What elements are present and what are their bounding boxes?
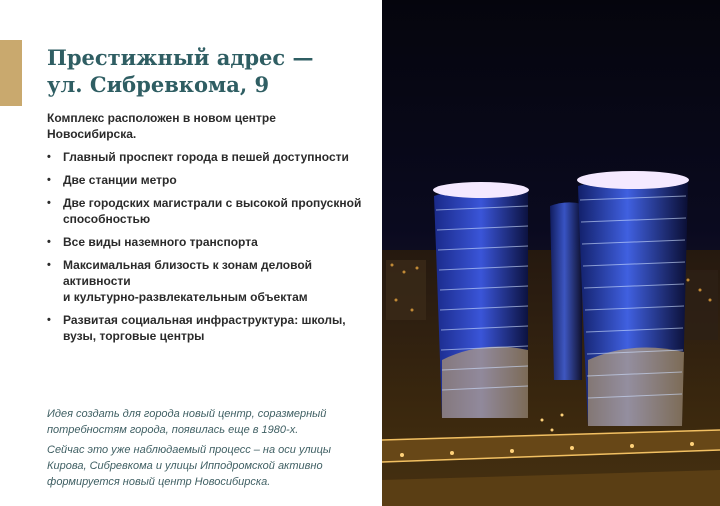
photo-illustration: [382, 0, 720, 506]
list-item: • Все виды наземного транспорта: [47, 234, 367, 250]
list-item: • Максимальная близость к зонам деловой активности и культурно-развлекательным объектам: [47, 257, 367, 305]
list-item: • Развитая социальная инфраструктура: школы, вузы, торговые центры: [47, 312, 367, 344]
night-towers-photo: [382, 0, 720, 506]
intro-text: Комплекс расположен в новом центре Новосибирска.: [47, 111, 276, 141]
list-item: • Две станции метро: [47, 172, 367, 188]
list-item: • Две городских магистрали с высокой пропускной способностью: [47, 195, 367, 227]
history-note: Идея создать для города новый центр, соразмерный потребностям города, появилась еще в 1980-х.: [47, 408, 327, 436]
accent-bar: [0, 40, 22, 106]
list-item: • Главный проспект города в пешей доступности: [47, 149, 367, 165]
current-note: Сейчас это уже наблюдаемый процесс – на оси улицы Кирова, Сибревкома и улицы Ипподромской активно формируется новый центр Новосибирска.: [47, 444, 332, 488]
feature-list: [47, 149, 367, 351]
page-title: Престижный адрес — ул. Сибревкома, 9: [47, 45, 314, 97]
